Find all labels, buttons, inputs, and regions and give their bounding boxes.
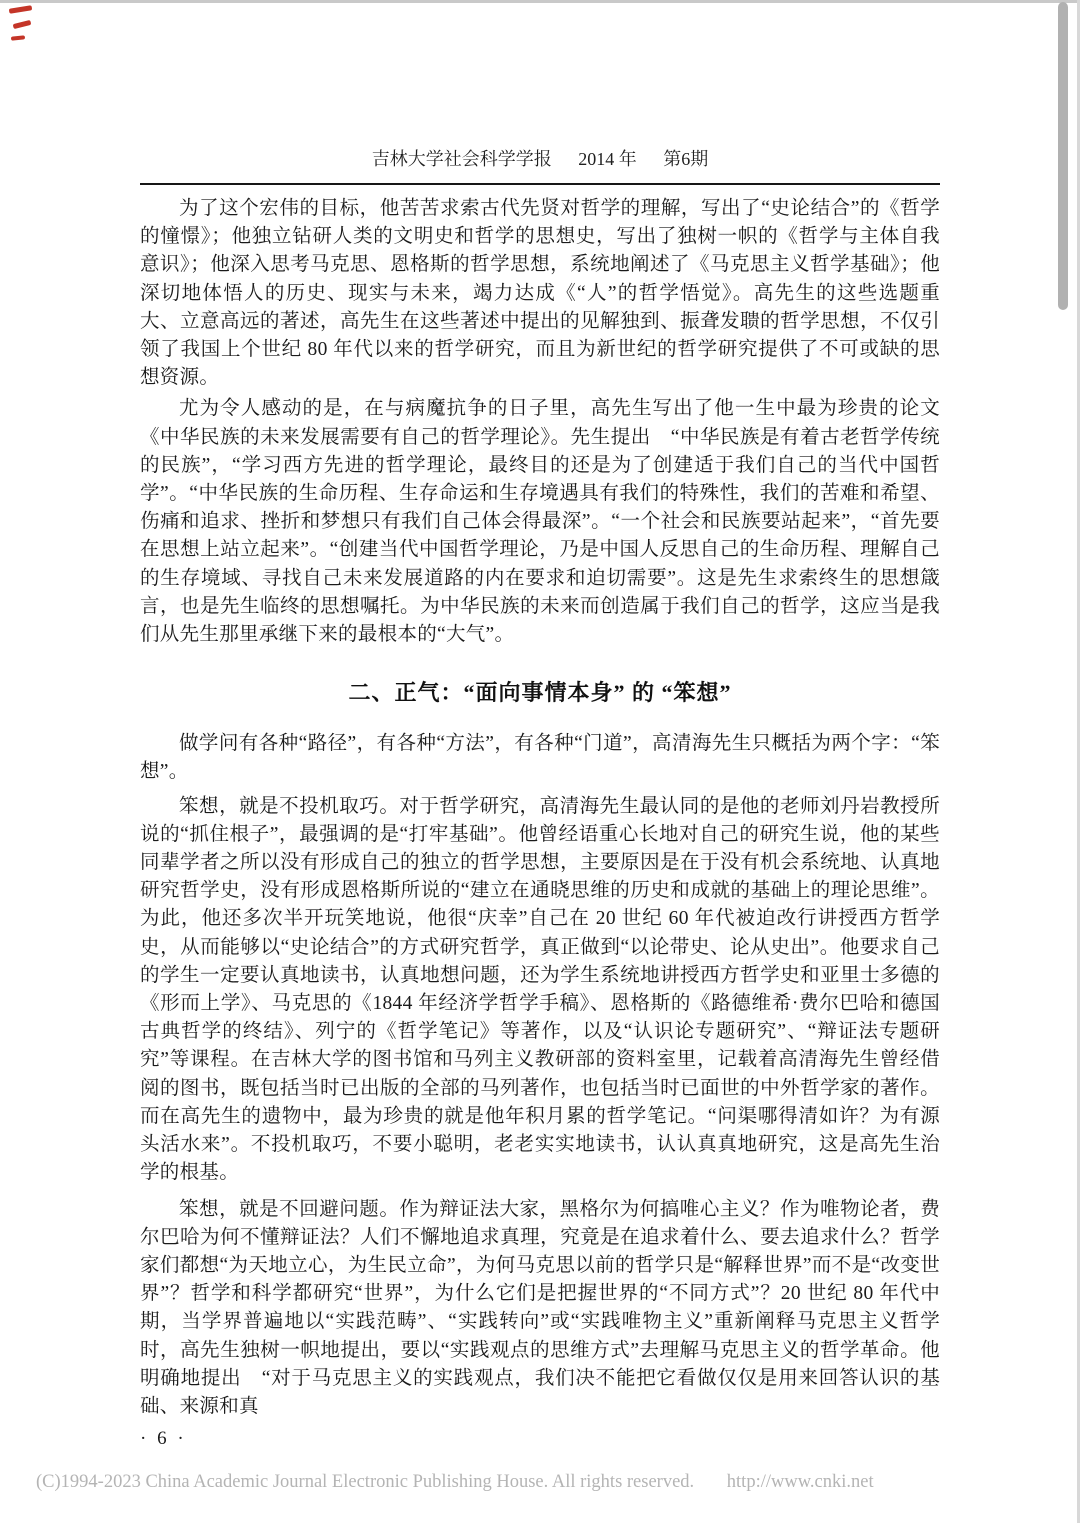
paragraph-5: 笨想，就是不回避问题。作为辩证法大家，黑格尔为何搞唯心主义？作为唯物论者，费尔巴哈为何不懂辩证法？人们不懈地追求真理，究竟是在追求着什么、要去追求什么？哲学家们都想“为天地立心，为生民立命”，为何马克思以前的哲学只是“解释世界”而不是“改变世界”？哲学和科学都研究“世界”，为什么它们是把握世界的“不同方式”？20 世纪 80 年代中期，当学界普遍地以“实践范畴”、“实践转向”或“实践唯物主义”重新阐释马克思主义哲学时，高先生独树一帜地提出，要以“实践观点的思维方式”去理解马克思主义的哲学革命。他明确地提出 “对于马克思主义的实践观点，我们决不能把它看做仅仅是用来回答认识的基础、来源和真: [140, 1198, 940, 1417]
paragraph-1: 为了这个宏伟的目标，他苦苦求索古代先贤对哲学的理解，写出了“史论结合”的《哲学的憧憬》；他独立钻研人类的文明史和哲学的思想史，写出了独树一帜的《哲学与主体自我意识》；他深入思考马克思、恩格斯的哲学思想，系统地阐述了《马克思主义哲学基础》；他深切地体悟人的历史、现实与未来，竭力达成《“人”的哲学悟觉》。高先生的这些选题重大、立意高远的著述，高先生在这些著述中提出的见解独到、振聋发聩的哲学思想，不仅引领了我国上个世纪 80 年代以来的哲学研究，而且为新世纪的哲学研究提供了不可或缺的思想资源。: [140, 198, 940, 389]
journal-year: 2014 年: [578, 149, 637, 169]
window-top-edge: [0, 0, 1080, 3]
header-rule: [140, 183, 940, 185]
journal-name: 吉林大学社会科学学报: [371, 149, 552, 169]
paragraph-4: 笨想，就是不投机取巧。对于哲学研究，高清海先生最认同的是他的老师刘丹岩教授所说的“抓住根子”，最强调的是“打牢基础”。他曾经语重心长地对自己的研究生说，他的某些同辈学者之所以没有形成自己的独立的哲学思想，主要原因是在于没有机会系统地、认真地研究哲学史，没有形成恩格斯所说的“建立在通晓思维的历史和成就的基础上的理论思维”。为此，他还多次半开玩笑地说，他很“庆幸”自己在 20 世纪 60 年代被迫改行讲授西方哲学史，从而能够以“史论结合”的方式研究哲学，真正做到“以论带史、论从史出”。他要求自己的学生一定要认真地读书，认真地想问题，还为学生系统地讲授西方哲学史和亚里士多德的《形而上学》、马克思的《1844 年经济学哲学手稿》、恩格斯的《路德维希·费尔巴哈和德国古典哲学的终结》、列宁的《哲学笔记》等著作，以及“认识论专题研究”、“辩证法专题研究”等课程。在吉林大学的图书馆和马列主义教研部的资料室里，记载着高清海先生曾经借阅的图书，既包括当时已出版的全部的马列著作，也包括当时已面世的中外哲学家的著作。而在高先生的遗物中，最为珍贵的就是他年积月累的哲学笔记。“问渠哪得清如许？为有源头活水来”。不投机取巧，不要小聪明，老老实实地读书，认认真真地研究，这是高先生治学的根基。: [140, 795, 940, 1184]
journal-header: [140, 145, 940, 171]
paragraph-3: 做学问有各种“路径”，有各种“方法”，有各种“门道”，高清海先生只概括为两个字：“笨想”。: [140, 733, 940, 783]
copyright-text: (C)1994-2023 China Academic Journal Electronic Publishing House. All rights reserved.: [36, 1472, 695, 1492]
paragraph-2: 尤为令人感动的是，在与病魔抗争的日子里，高先生写出了他一生中最为珍贵的论文《中华民族的未来发展需要有自己的哲学理论》。先生提出 “中华民族是有着古老哲学传统的民族”，“学习西方先进的哲学理论，最终目的还是为了创建适于我们自己的当代中国哲学”。“中华民族的生命历程、生存命运和生存境遇具有我们的特殊性，我们的苦难和希望、伤痛和追求、挫折和梦想只有我们自己体会得最深”。“一个社会和民族要站起来”，“首先要在思想上站立起来”。“创建当代中国哲学理论，乃是中国人反思自己的生命历程、理解自己的生存境域、寻找自己未来发展道路的内在要求和迫切需要”。这是先生求索终生的思想箴言，也是先生临终的思想嘱托。为中华民族的未来而创造属于我们自己的哲学，这应当是我们从先生那里承继下来的最根本的“大气”。: [140, 398, 940, 646]
copyright-footer: [36, 1472, 874, 1493]
document-page: [140, 145, 940, 1450]
cnki-url: http://www.cnki.net: [726, 1472, 874, 1492]
journal-issue: 第6期: [663, 149, 709, 169]
red-pen-marks-icon: [9, 7, 43, 40]
section-heading: 二、正气：“面向事情本身” 的 “笨想”: [348, 680, 732, 706]
page-number: · 6 ·: [140, 1428, 187, 1450]
scrollbar-thumb[interactable]: [1058, 2, 1068, 310]
